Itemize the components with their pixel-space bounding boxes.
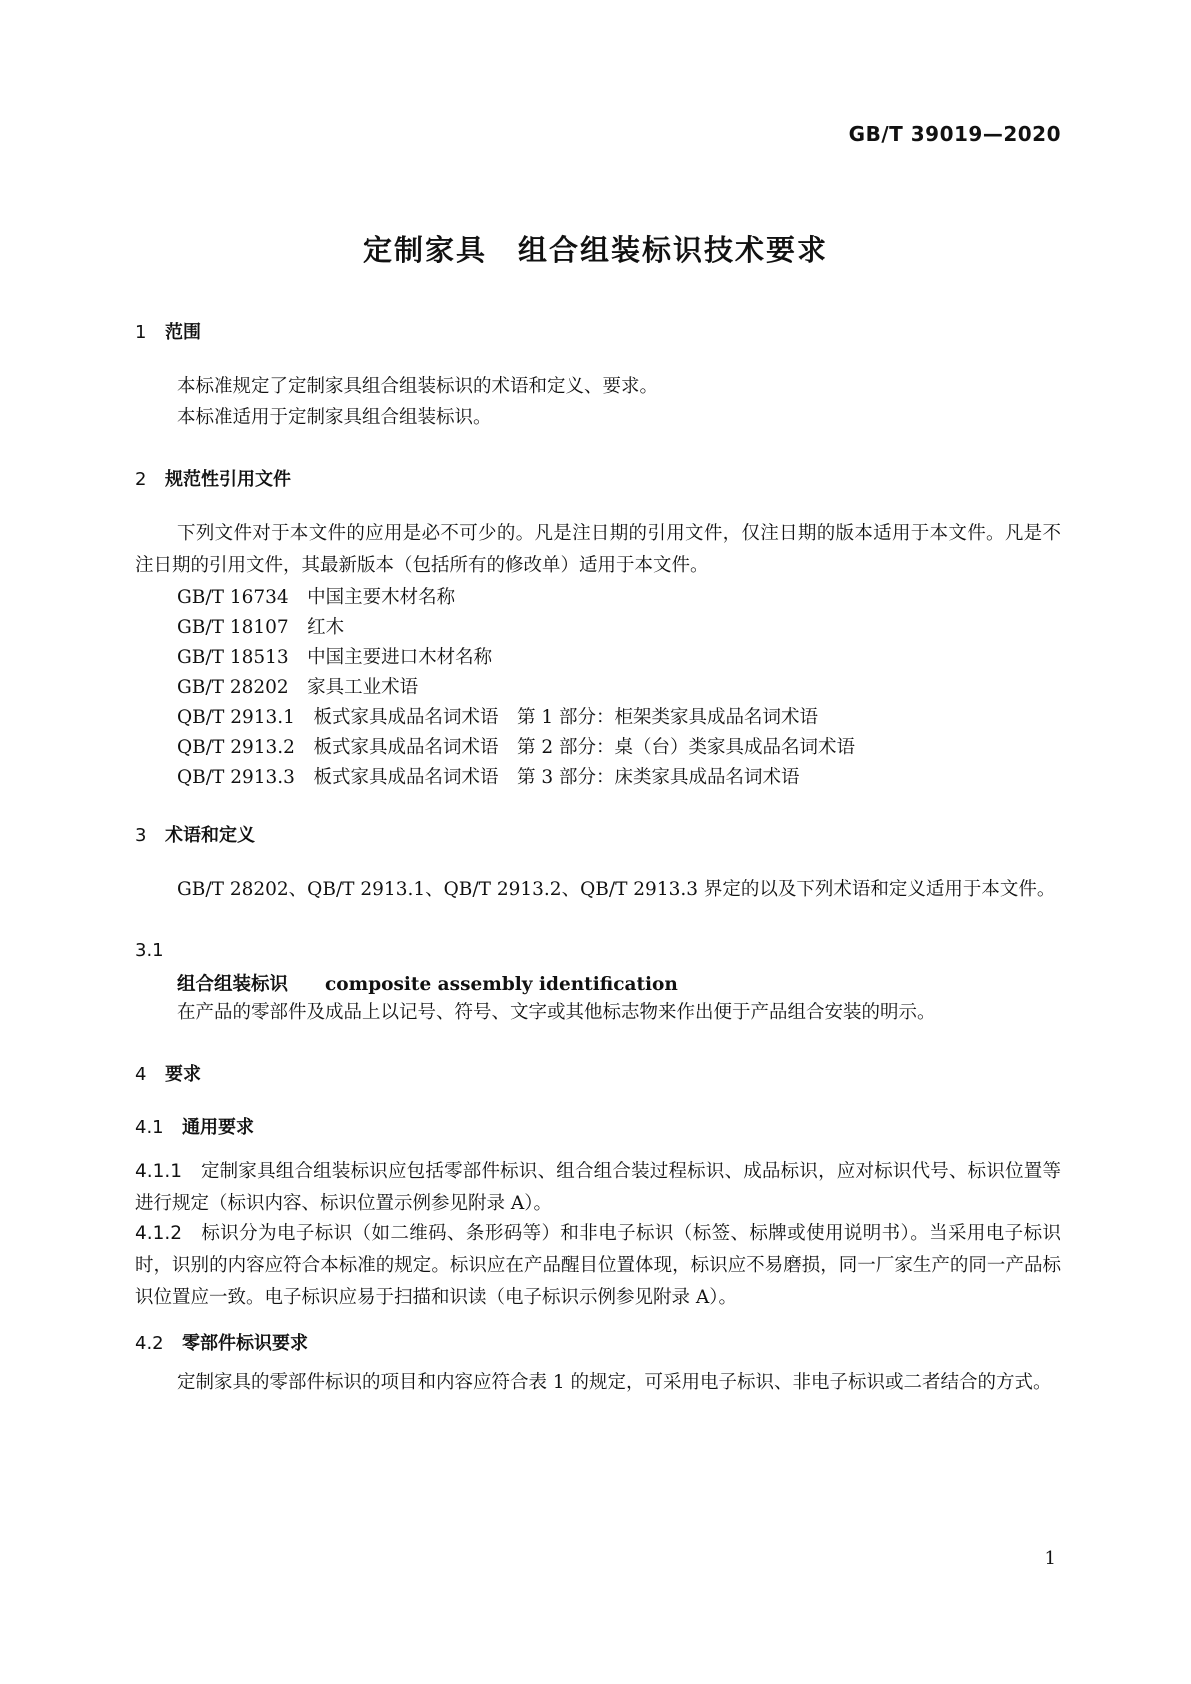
clause-4-1-2 (135, 1218, 1061, 1314)
reference-item: GB/T 18513 中国主要进口木材名称 (177, 647, 493, 668)
term-chinese: 组合组装标识 (177, 974, 289, 995)
term-heading (177, 970, 678, 996)
reference-item: GB/T 16734 中国主要木材名称 (177, 587, 456, 608)
paragraph: GB/T 28202、QB/T 2913.1、QB/T 2913.2、QB/T 2913.3 界定的以及下列术语和定义适用于本文件。 (177, 879, 1056, 900)
clause-number: 4.1.2 (135, 1223, 183, 1244)
clause-4-1-1 (135, 1156, 1061, 1220)
subsection-4-1-heading (135, 1113, 254, 1139)
section-number: 2 (135, 469, 147, 490)
paragraph: 定制家具的零部件标识的项目和内容应符合表 1 的规定，可采用电子标识、非电子标识或二者结合的方式。 (177, 1372, 1052, 1393)
term-english: composite assembly identification (325, 974, 678, 995)
section-4-heading (135, 1060, 201, 1086)
section-number: 3 (135, 825, 147, 846)
clause-text: 标识分为电子标识（如二维码、条形码等）和非电子标识（标签、标牌或使用说明书）。当采用电子标识时，识别的内容应符合本标准的规定。标识应在产品醒目位置体现，标识应不易磨损，同一厂家生产的同一产品标识位置应一致。电子标识应易于扫描和识读（电子标识示例参见附录 A）。 (135, 1223, 1061, 1308)
reference-item: GB/T 28202 家具工业术语 (177, 677, 419, 698)
document-title: 定制家具 组合组装标识技术要求 (362, 233, 828, 267)
page-number: 1 (1044, 1548, 1056, 1569)
section-title: 规范性引用文件 (165, 469, 291, 490)
section-number: 4 (135, 1064, 147, 1085)
term-number: 3.1 (135, 940, 164, 961)
reference-item: QB/T 2913.1 板式家具成品名词术语 第 1 部分：柜架类家具成品名词术语 (177, 707, 818, 728)
clause-text: 定制家具组合组装标识应包括零部件标识、组合组合装过程标识、成品标识，应对标识代号、标识位置等进行规定（标识内容、标识位置示例参见附录 A）。 (135, 1161, 1061, 1214)
section-title: 要求 (165, 1064, 201, 1085)
subsection-title: 通用要求 (182, 1117, 254, 1138)
reference-item: GB/T 18107 红木 (177, 617, 345, 638)
reference-item: QB/T 2913.3 板式家具成品名词术语 第 3 部分：床类家具成品名词术语 (177, 767, 800, 788)
clause-number: 4.1.1 (135, 1161, 183, 1182)
subsection-4-2-heading (135, 1329, 308, 1355)
subsection-number: 4.2 (135, 1333, 164, 1354)
section-title: 范围 (165, 322, 201, 343)
section-number: 1 (135, 322, 147, 343)
subsection-title: 零部件标识要求 (182, 1333, 308, 1354)
paragraph: 本标准适用于定制家具组合组装标识。 (177, 407, 492, 428)
section-title: 术语和定义 (165, 825, 255, 846)
document-code: GB/T 39019—2020 (848, 122, 1061, 146)
section-1-heading (135, 318, 201, 344)
section-3-heading (135, 821, 255, 847)
section-2-heading (135, 465, 291, 491)
paragraph: 下列文件对于本文件的应用是必不可少的。凡是注日期的引用文件，仅注日期的版本适用于本文件。凡是不注日期的引用文件，其最新版本（包括所有的修改单）适用于本文件。 (135, 523, 1061, 576)
paragraph: 本标准规定了定制家具组合组装标识的术语和定义、要求。 (177, 376, 659, 397)
subsection-number: 4.1 (135, 1117, 164, 1138)
term-definition: 在产品的零部件及成品上以记号、符号、文字或其他标志物来作出便于产品组合安装的明示。 (177, 1002, 936, 1023)
reference-item: QB/T 2913.2 板式家具成品名词术语 第 2 部分：桌（台）类家具成品名词术语 (177, 737, 855, 758)
